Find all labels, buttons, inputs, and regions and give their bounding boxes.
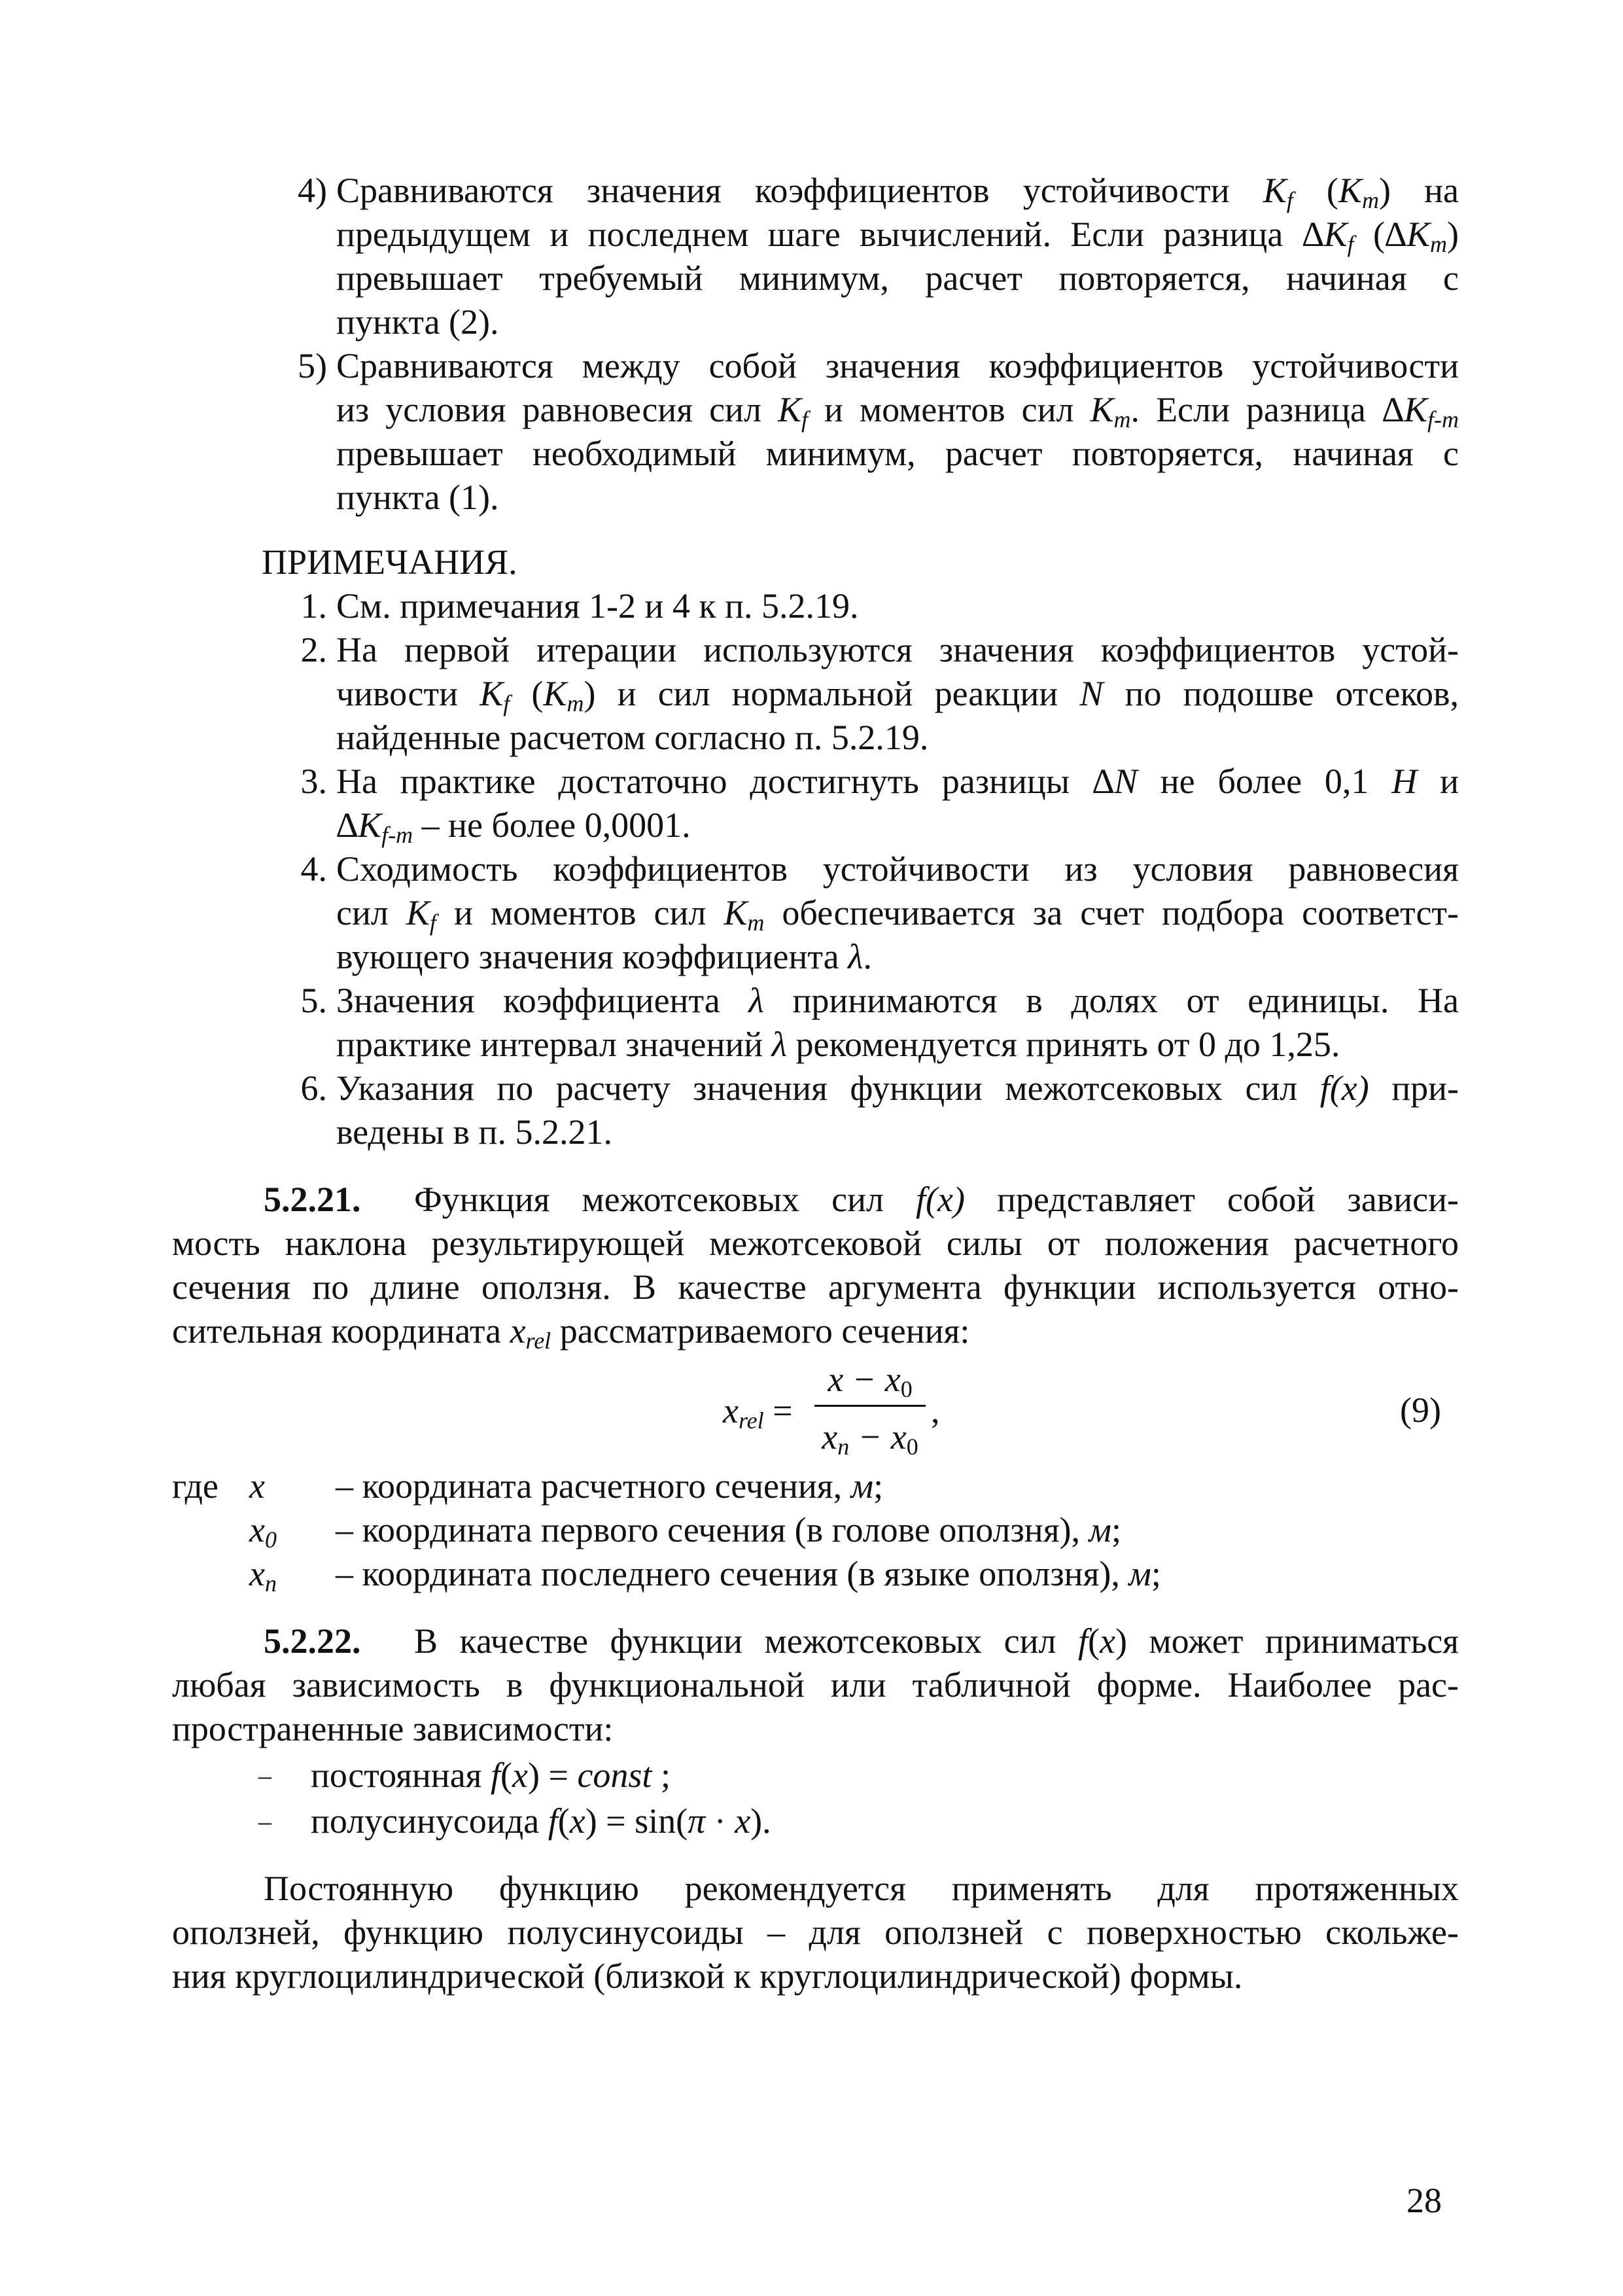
note-number: 6. — [300, 1069, 327, 1108]
text-line: Постоянную функцию рекомендуется применять для протяженных — [264, 1869, 1459, 1908]
text-line: превышает требуемый минимум, расчет повторяется, начиная с — [336, 258, 1459, 298]
list-number: 4) — [298, 171, 327, 210]
note-number: 1. — [300, 586, 327, 626]
paragraph-text — [172, 1867, 1459, 1998]
text-line: $\Delta K_{f-m}$ – не более 0,0001. — [336, 805, 691, 848]
formula-lhs: $x_{rel}$ = — [723, 1391, 793, 1434]
formula-numerator: $x - x_0$ — [828, 1360, 913, 1402]
closing-paragraph — [172, 1867, 1459, 1998]
formula-9 — [723, 1358, 945, 1469]
note-text — [336, 847, 1459, 979]
text-line: Значения коэффициента λ принимаются в долях от единицы. На — [336, 981, 1459, 1020]
note-text — [336, 1067, 1459, 1154]
text-line: практике интервал значений λ рекомендуется принять от 0 до 1,25. — [336, 1025, 1340, 1064]
page-number: 28 — [1406, 2181, 1442, 2220]
text-line: пункта (2). — [336, 302, 499, 342]
text-line: вующего значения коэффициента λ. — [336, 937, 872, 976]
text-line: Сравниваются между собой значения коэффициентов устойчивости — [336, 346, 1459, 385]
where-symbol: $x_0$ — [249, 1510, 277, 1553]
section-number: 5.2.22. — [264, 1621, 361, 1661]
text-line: Сравниваются значения коэффициентов устойчивости $K_f$ $(K_m)$ на — [336, 171, 1459, 213]
text-line: превышает необходимый минимум, расчет повторяется, начиная с — [336, 434, 1459, 473]
fraction-bar — [814, 1405, 926, 1407]
list-item-text — [336, 169, 1459, 344]
dash-bullet: – — [258, 1761, 271, 1790]
text-line: чивости $K_f$ $(K_m)$ и сил нормальной реакции N по подошве отсеков, — [336, 674, 1459, 716]
list-item-text — [336, 344, 1459, 520]
formula-denominator: $x_n - x_0$ — [822, 1417, 918, 1460]
dependency-text: полусинусоида f(x) = sin(π · x). — [311, 1801, 771, 1841]
text-line: ведены в п. 5.2.21. — [336, 1112, 612, 1152]
text-line: мость наклона результирующей межотсековой силы от положения расчетного — [172, 1224, 1459, 1263]
section-text — [172, 1619, 1459, 1751]
dependency-text: постоянная f(x) = const ; — [311, 1756, 671, 1795]
text-line: В качестве функции межотсековых сил f(x) может приниматься — [414, 1621, 1459, 1661]
where-symbol: x — [249, 1466, 265, 1506]
text-line: Указания по расчету значения функции межотсековых сил f(x) при- — [336, 1069, 1459, 1108]
text-line: предыдущем и последнем шаге вычислений. Если разница $\Delta K_f$ $(\Delta K_m)$ — [336, 215, 1459, 257]
text-line: оползней, функцию полусинусоиды – для оползней с поверхностью скольже- — [172, 1913, 1459, 1952]
note-text — [336, 628, 1459, 760]
formula-comma: , — [931, 1391, 940, 1430]
section-5-2-21 — [172, 1178, 1459, 1353]
text-line: На первой итерации используются значения коэффициентов устой- — [336, 630, 1459, 669]
where-description: – координата первого сечения (в голове оползня), м; — [336, 1510, 1121, 1549]
where-row-x — [172, 1464, 1454, 1508]
text-line: из условия равновесия сил $K_f$ и моментов сил $K_m$. Если разница $\Delta K_{f-m}$ — [336, 390, 1459, 433]
list-number: 5) — [298, 346, 327, 385]
text-line: См. примечания 1-2 и 4 к п. 5.2.19. — [336, 586, 859, 626]
note-number: 3. — [300, 762, 327, 801]
text-line: Функция межотсековых сил f(x) представляет собой зависи- — [414, 1180, 1459, 1219]
text-line: пространенные зависимости: — [172, 1709, 614, 1748]
text-line: найденные расчетом согласно п. 5.2.19. — [336, 718, 929, 757]
where-description: – координата последнего сечения (в языке оползня), м; — [336, 1554, 1161, 1593]
note-text — [336, 979, 1459, 1067]
note-number: 5. — [300, 981, 327, 1020]
section-number: 5.2.21. — [264, 1180, 361, 1219]
text-line: пункта (1). — [336, 478, 499, 517]
text-line: Сходимость коэффициентов устойчивости из условия равновесия — [336, 849, 1459, 889]
text-line: сительная координата $x_{rel}$ рассматриваемого сечения: — [172, 1311, 970, 1354]
text-line: любая зависимость в функциональной или табличной форме. Наиболее рас- — [172, 1665, 1459, 1704]
note-number: 2. — [300, 630, 327, 669]
where-row-x0 — [172, 1508, 1454, 1552]
note-text — [336, 584, 1459, 628]
where-symbol: $x_n$ — [249, 1554, 277, 1597]
dash-bullet: – — [258, 1807, 271, 1836]
where-row-xn — [172, 1552, 1454, 1596]
notes-heading: ПРИМЕЧАНИЯ. — [262, 542, 517, 582]
section-text — [172, 1178, 1459, 1353]
equation-number: (9) — [1400, 1390, 1441, 1430]
text-line: На практике достаточно достигнуть разницы ∆N не более 0,1 H и — [336, 762, 1459, 801]
section-5-2-22 — [172, 1619, 1459, 1751]
where-description: – координата расчетного сечения, м; — [336, 1466, 884, 1506]
note-text — [336, 760, 1459, 847]
text-line: сил $K_f$ и моментов сил $K_m$ обеспечивается за счет подбора соответст- — [336, 893, 1459, 936]
text-line: сечения по длине оползня. В качестве аргумента функции используется отно- — [172, 1267, 1459, 1307]
note-number: 4. — [300, 849, 327, 889]
where-label: где — [172, 1466, 218, 1506]
text-line: ния круглоцилиндрической (близкой к круглоцилиндрической) формы. — [172, 1956, 1243, 1996]
